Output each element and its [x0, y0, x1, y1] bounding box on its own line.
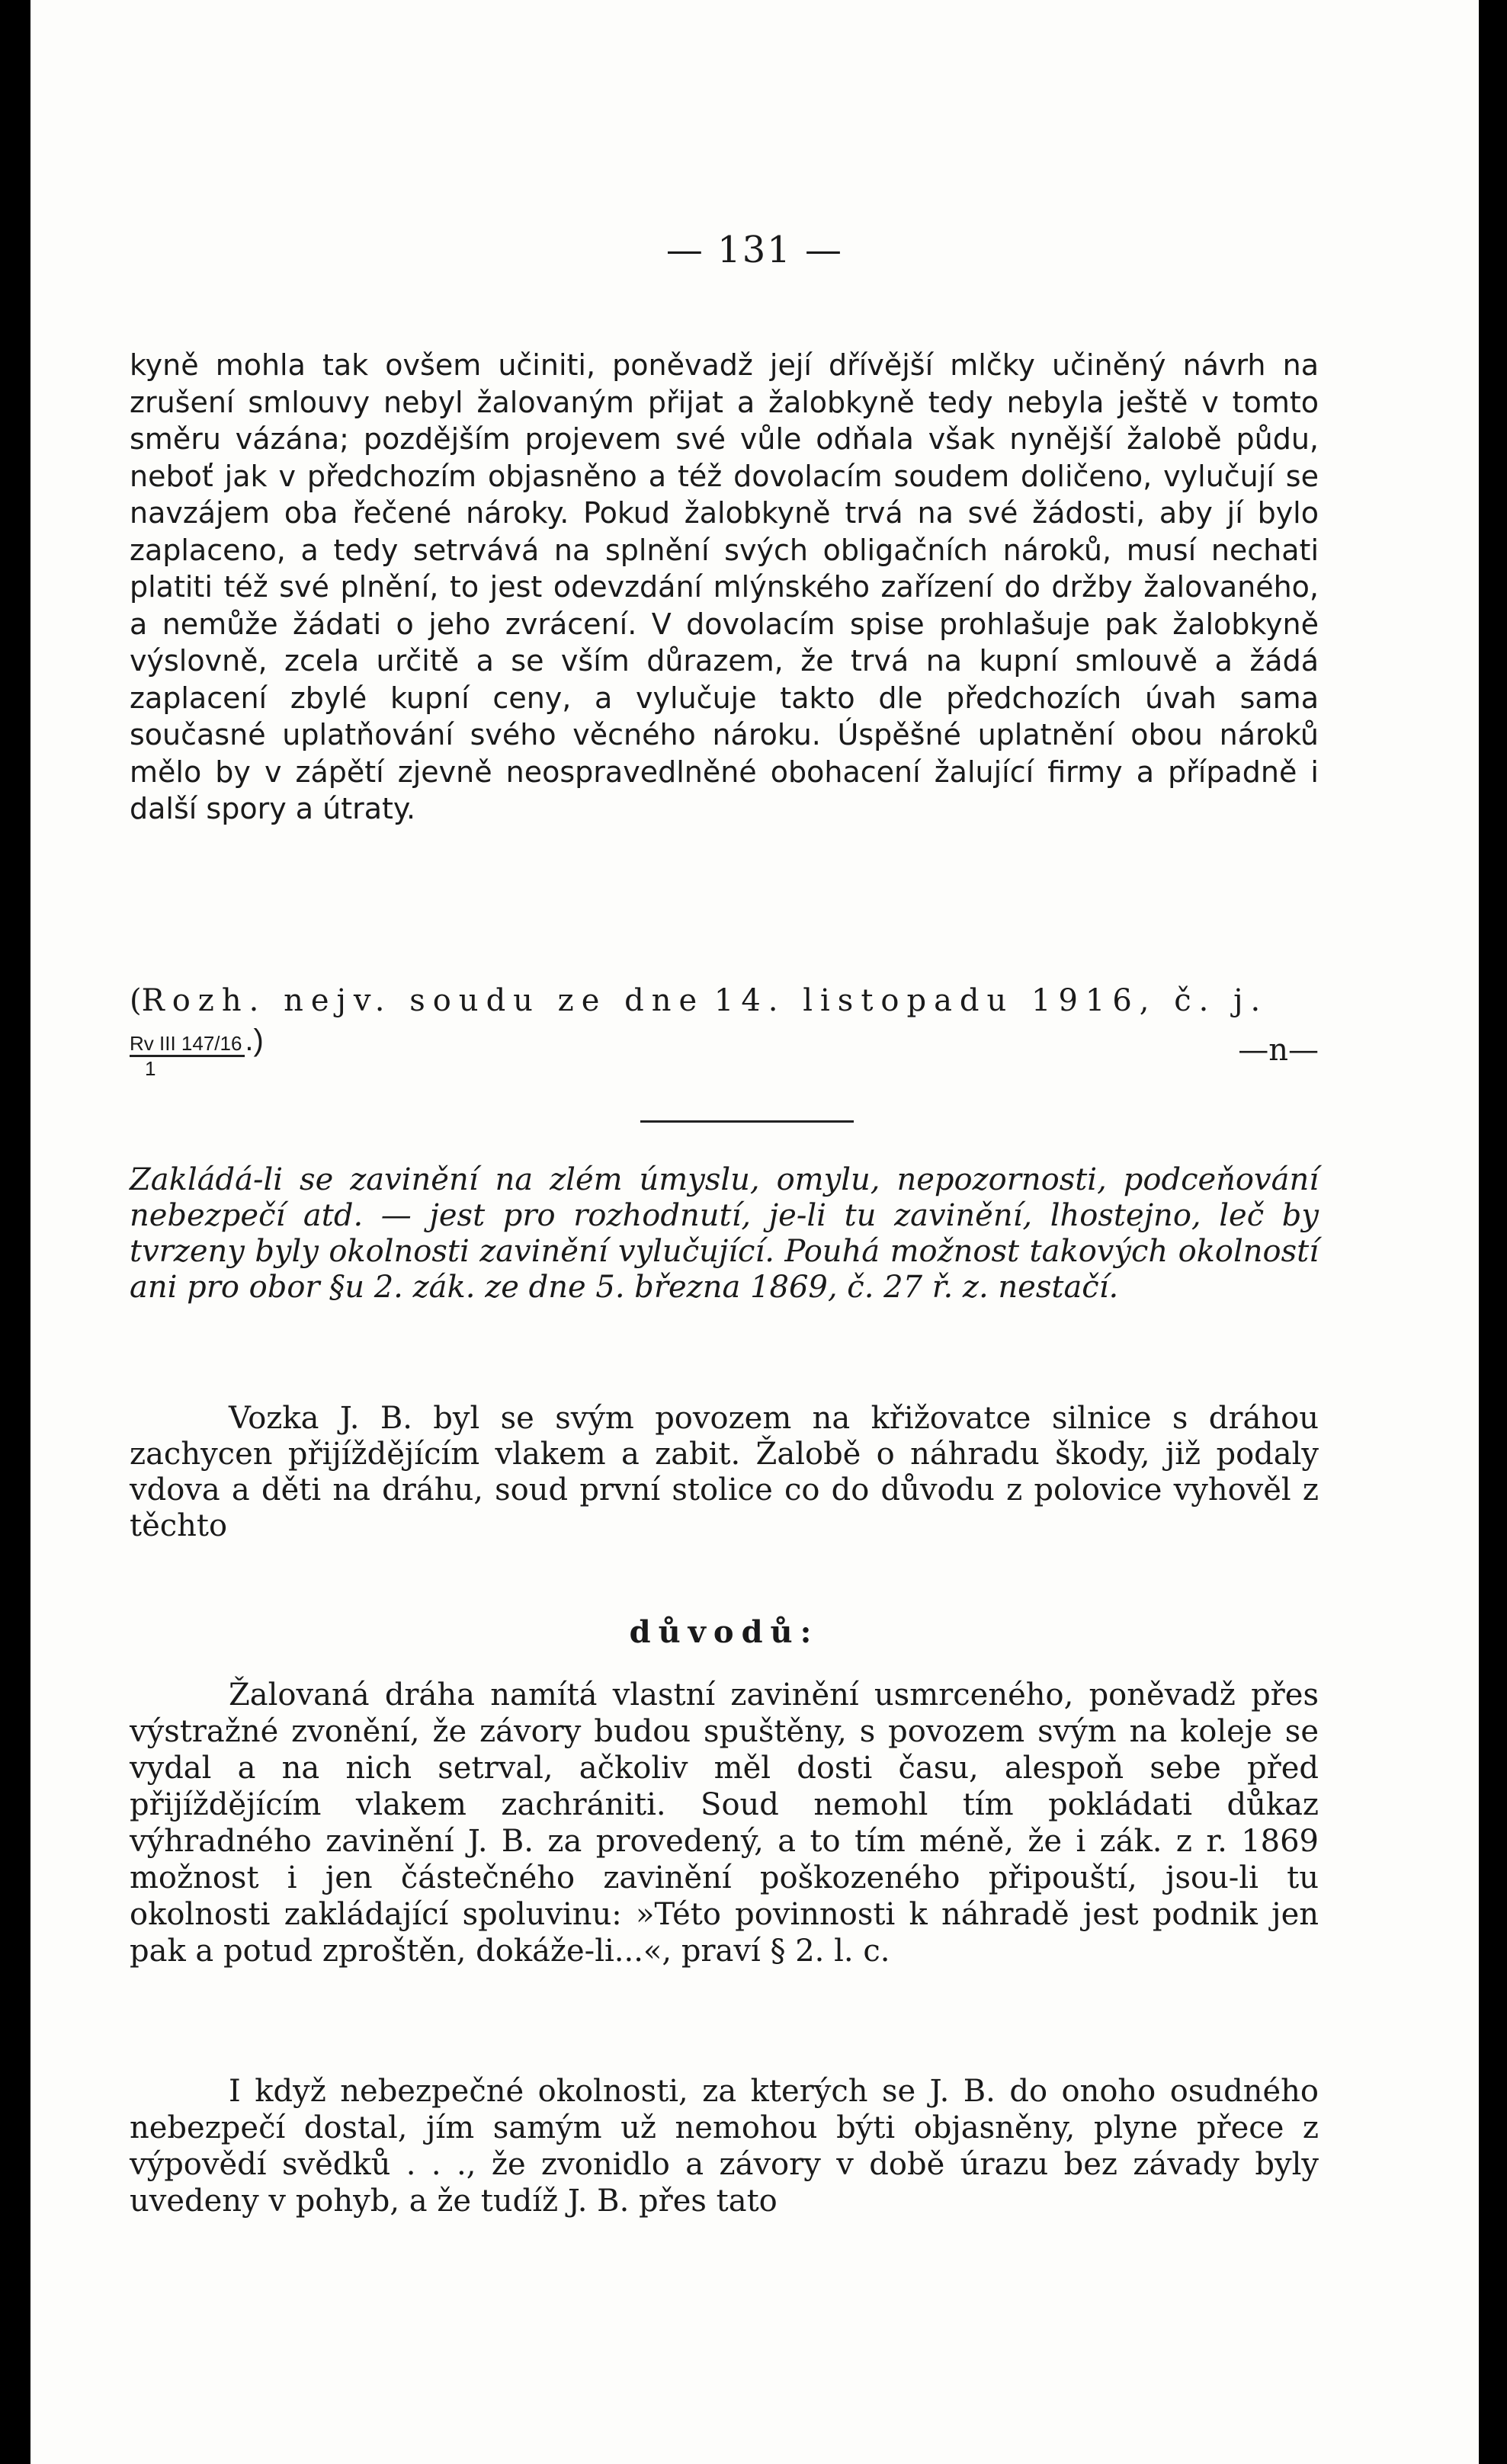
citation-date: 14. listopadu 1916, č. j.	[713, 983, 1268, 1018]
citation-line	[130, 983, 1319, 1018]
paragraph-reasons: Žalovaná dráha namítá vlastní zavinění usmrceného, poněvadž přes výstražné zvonění, že závory budou spuštěny, s povozem svým na koleje se vydal a na nich setrval, ačkoliv měl dosti času, alespoň sebe před přijíždějícím vlakem zachrániti. Soud nemohl tím pokládati důkaz výhradného zavinění J. B. za provedený, a to tím méně, že i zák. z r. 1869 možnost i jen částečného zavinění poškozeného připouští, jsou-li tu okolnosti zakládající spoluvinu: »Této povinnosti k náhradě jest podnik jen pak a potud zproštěn, dokáže-li...«, praví § 2. l. c.	[130, 1677, 1319, 1969]
page-number: — 131 —	[665, 229, 844, 271]
author-signature: —n—	[1238, 1033, 1319, 1068]
headnote: Zakládá-li se zavinění na zlém úmyslu, omylu, nepozornosti, podceňování nebezpečí atd. — jest pro rozhodnutí, je-li tu zavinění, lhostejno, leč by tvrzeny byly okolnosti zavinění vylučující. Pouhá možnost takových okolností ani pro obor §u 2. zák. ze dne 5. března 1869, č. 27 ř. z. nestačí.	[130, 1162, 1319, 1305]
citation-open: (	[130, 983, 142, 1018]
section-divider	[640, 1120, 854, 1123]
citation-court: Rozh. nejv. soudu ze dne	[141, 983, 705, 1018]
paragraph-witnesses: I když nebezpečné okolnosti, za kterých se J. B. do onoho osudného nebezpečí dostal, jím samým už nemohou býti objasněny, plyne přece z výpovědí svědků . . ., že zvonidlo a závory v době úrazu bez závady byly uvedeny v pohyb, a že tudíž J. B. přes tato	[130, 2074, 1319, 2219]
paragraph-facts: Vozka J. B. byl se svým povozem na křižovatce silnice s dráhou zachycen přijíždějícím vlakem a zabit. Žalobě o náhradu škody, již podaly vdova a děti na dráhu, soud první stolice co do důvodu z polovice vyhověl z těchto	[130, 1401, 1319, 1543]
citation-reference	[130, 1024, 264, 1080]
reasons-heading: důvodů:	[629, 1614, 819, 1650]
citation-close: .)	[245, 1024, 264, 1057]
paragraph-continuation: kyně mohla tak ovšem učiniti, poněvadž její dřívější mlčky učiněný návrh na zrušení smlouvy nebyl žalovaným přijat a žalobkyně tedy nebyla ještě v tomto směru vázána; pozdějším projevem své vůle odňala však nynější žalobě půdu, neboť jak v předchozím objasněno a též dovolacím soudem doličeno, vylučují se navzájem oba řečené nároky. Pokud žalobkyně trvá na své žádosti, aby jí bylo zaplaceno, a tedy setrvává na splnění svých obligačních nároků, musí nechati platiti též své plnění, to jest odevzdání mlýnského zařízení do držby žalovaného, a nemůže žádati o jeho zvrácení. V dovolacím spise prohlašuje pak žalobkyně výslovně, zcela určitě a se vším důrazem, že trvá na kupní smlouvě a žádá zaplacení zbylé kupní ceny, a vylučuje takto dle předchozích úvah sama současné uplatňování svého věcného nároku. Úspěšné uplatnění obou nároků mělo by v zápětí zjevně neospravedlněné obohacení žalující firmy a případně i další spory a útraty.	[130, 348, 1319, 825]
citation-ref-denominator: 1	[145, 1057, 156, 1080]
page	[30, 0, 1479, 2464]
citation-ref-numerator: Rv III 147/16	[130, 1032, 245, 1057]
